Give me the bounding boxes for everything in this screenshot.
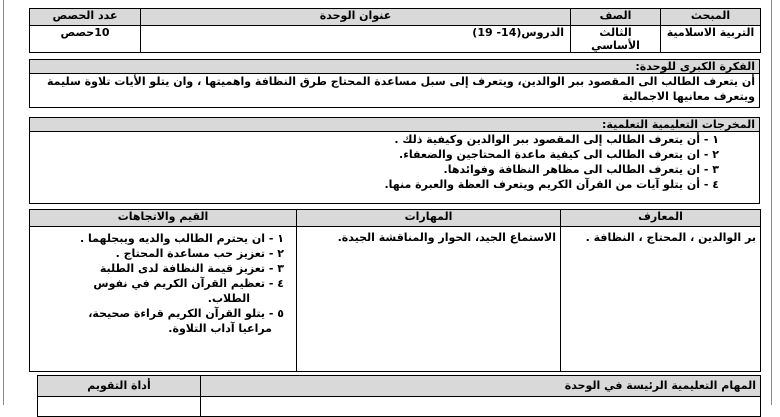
classes-value: 10حصص: [30, 26, 141, 53]
outcomes-list: [30, 132, 760, 204]
list-item: ٤ - أن يتلو آيات من القرآن الكريم ويتعرف العظة والعبرة منها.: [384, 178, 719, 191]
list-item: ١ - ان يحترم الطالب والديه ويبجلهما .: [80, 232, 284, 245]
header-table: [29, 8, 761, 53]
list-item: مراعيا آداب التلاوة.: [168, 322, 272, 335]
grade-header: الصف: [571, 9, 661, 26]
evaluation-tool-header: أداة التقويم: [38, 376, 201, 397]
list-item: ٤ - تعظيم القرآن الكريم في نفوس: [93, 277, 284, 290]
knowledge-header: المعارف: [561, 210, 761, 227]
skills-header: المهارات: [297, 210, 561, 227]
big-idea-text: أن يتعرف الطالب الى المقصود ببر الوالدين، ويتعرف إلى سبل مساعدة المحتاج طرق النظافة واهميتها ، وان يتلو الأيات تلاوة سليمة ويتعرف معانيها الاجمالية: [30, 74, 760, 108]
classes-header: عدد الحصص: [30, 9, 141, 26]
list-item: ٣ - تعزيز قيمة النظافة لدى الطلبة: [99, 262, 284, 275]
grade-value: الثالث الأساسي: [571, 26, 661, 53]
tasks-table: [37, 375, 761, 417]
subject-value: التربية الاسلامية: [661, 26, 761, 53]
list-item: ٣ - ان يتعرف الطالب الى مظاهر النظافة وفوائدها.: [443, 163, 719, 176]
outcomes-title: المخرجات التعليمية التعلمية:: [30, 118, 760, 132]
big-idea-title: الفكرة الكبرى للوحدة:: [30, 60, 760, 74]
values-header: القيم والاتجاهات: [30, 210, 297, 227]
tasks-cell: [201, 397, 761, 417]
skills-cell: الاستماع الجيد، الحوار والمناقشة الجيدة.: [297, 227, 561, 372]
list-item: ١ - أن يتعرف الطالب إلى المقصود ببر الوالدين وكيفية ذلك .: [394, 133, 719, 146]
unit-title-header: عنوان الوحدة: [141, 9, 571, 26]
lessons-value: الدروس(14- 19): [141, 26, 571, 53]
big-idea-table: [29, 59, 760, 108]
tasks-title: المهام التعليمية الرئيسة في الوحدة: [201, 376, 761, 397]
knowledge-cell: بر الوالدين ، المحتاج ، النظافة .: [561, 227, 761, 372]
values-cell: [30, 227, 297, 372]
outcomes-table: [29, 117, 760, 204]
list-item: ٢ - ان يتعرف الطالب الى كيفية ماعدة المحتاجين والضعفاء.: [399, 148, 719, 161]
page-edge-left: [3, 0, 4, 405]
list-item: الطلاب.: [207, 292, 250, 305]
list-item: ٥ - يتلو القرآن الكريم قراءة صحيحة،: [88, 307, 284, 320]
list-item: ٢ - تعزيز حب مساعدة المحتاج .: [115, 247, 284, 260]
subject-header: المبحث: [661, 9, 761, 26]
knowledge-skills-values-table: [29, 209, 761, 372]
page-edge-right: [771, 0, 772, 405]
tool-cell: [38, 397, 201, 417]
